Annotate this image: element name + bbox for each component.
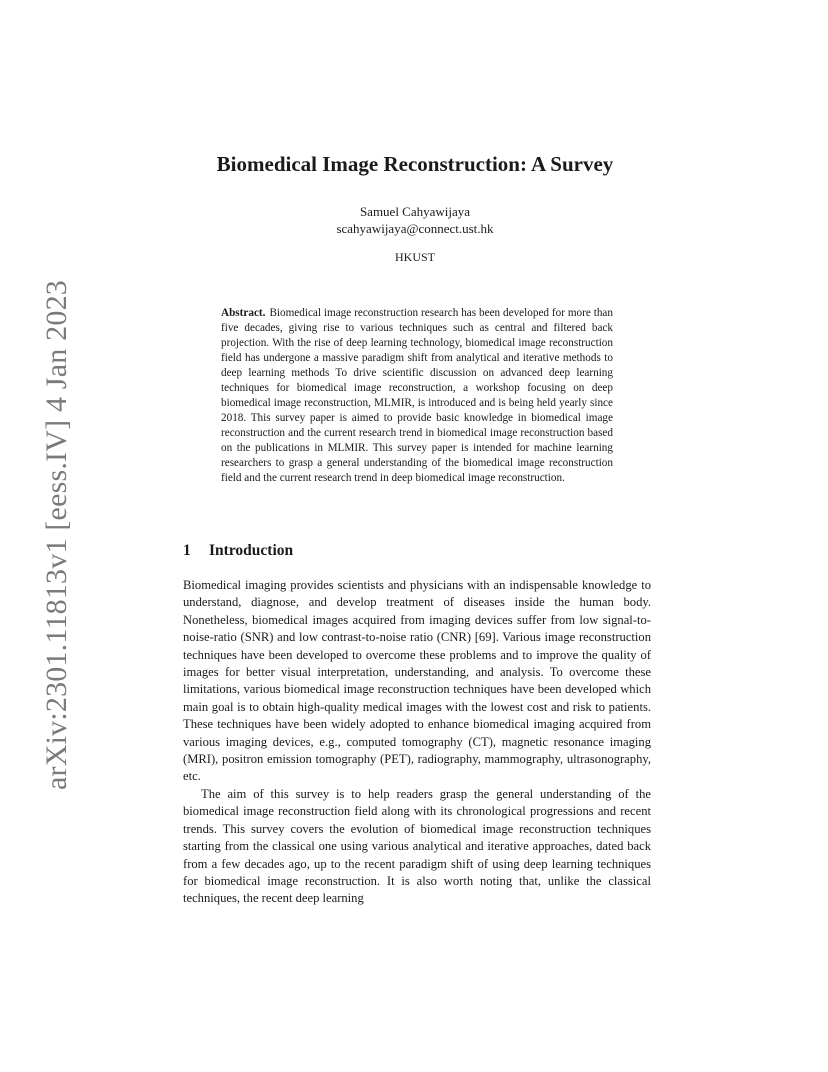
- arxiv-identifier: arXiv:2301.11813v1 [eess.IV] 4 Jan 2023: [39, 280, 73, 790]
- section-title: Introduction: [209, 542, 294, 559]
- section-number: 1: [183, 542, 191, 559]
- section-body: [183, 577, 651, 908]
- arxiv-sidebar-stamp: [39, 280, 73, 790]
- author-affiliation: HKUST: [394, 250, 435, 264]
- paper-title: Biomedical Image Reconstruction: A Survey: [216, 152, 614, 176]
- abstract-block: [221, 306, 613, 486]
- section-heading: [183, 542, 293, 560]
- author-email: scahyawijaya@connect.ust.hk: [336, 221, 494, 236]
- body-paragraph: Biomedical imaging provides scientists and physicians with an indispensable knowledge to understand, diagnose, and develop treatment of diseases inside the human body. Nonetheless, biomedical images acquired from imaging devices suffer from low signal-to-noise-ratio (SNR) and low contrast-to-noise ratio (CNR) [69]. Various image reconstruction techniques have been developed to overcome these problems and to improve the quality of images for better visual interpretation, understanding, and analysis. To overcome these limitations, various biomedical image reconstruction techniques have been developed which main goal is to obtain high-quality medical images with the lowest cost and risk to patients. These techniques have been widely adopted to enhance biomedical imaging acquired from various imaging devices, e.g., computed tomography (CT), magnetic resonance imaging (MRI), positron emission tomography (PET), radiography, mammography, ultrasonography, etc.: [183, 578, 651, 784]
- author-name: Samuel Cahyawijaya: [359, 204, 471, 219]
- abstract-text: Biomedical image reconstruction research has been developed for more than five decades, giving rise to various techniques such as central and filtered back projection. With the rise of deep learning technology, biomedical image reconstruction field has undergone a massive paradigm shift from analytical and iterative methods to deep learning methods To drive scientific discussion on advanced deep learning techniques for biomedical image reconstruction, a workshop focusing on deep biomedical image reconstruction, MLMIR, is introduced and is being held yearly since 2018. This survey paper is aimed to provide basic knowledge in biomedical image reconstruction and the current research trend in biomedical image reconstruction based on the publications in MLMIR. This survey paper is intended for machine learning researchers to grasp a general understanding of the biomedical image reconstruction field and the current research trend in deep biomedical image reconstruction.: [221, 307, 613, 484]
- abstract-label: Abstract.: [221, 307, 266, 319]
- body-paragraph: The aim of this survey is to help readers grasp the general understanding of the biomedical image reconstruction field along with its chronological progressions and recent trends. This survey covers the evolution of biomedical image reconstruction techniques starting from the classical one using various analytical and iterative approaches, dated back from a few decades ago, up to the recent paradigm shift of using deep learning techniques for biomedical image reconstruction. It is also worth noting that, unlike the classical techniques, the recent deep learning: [183, 786, 651, 906]
